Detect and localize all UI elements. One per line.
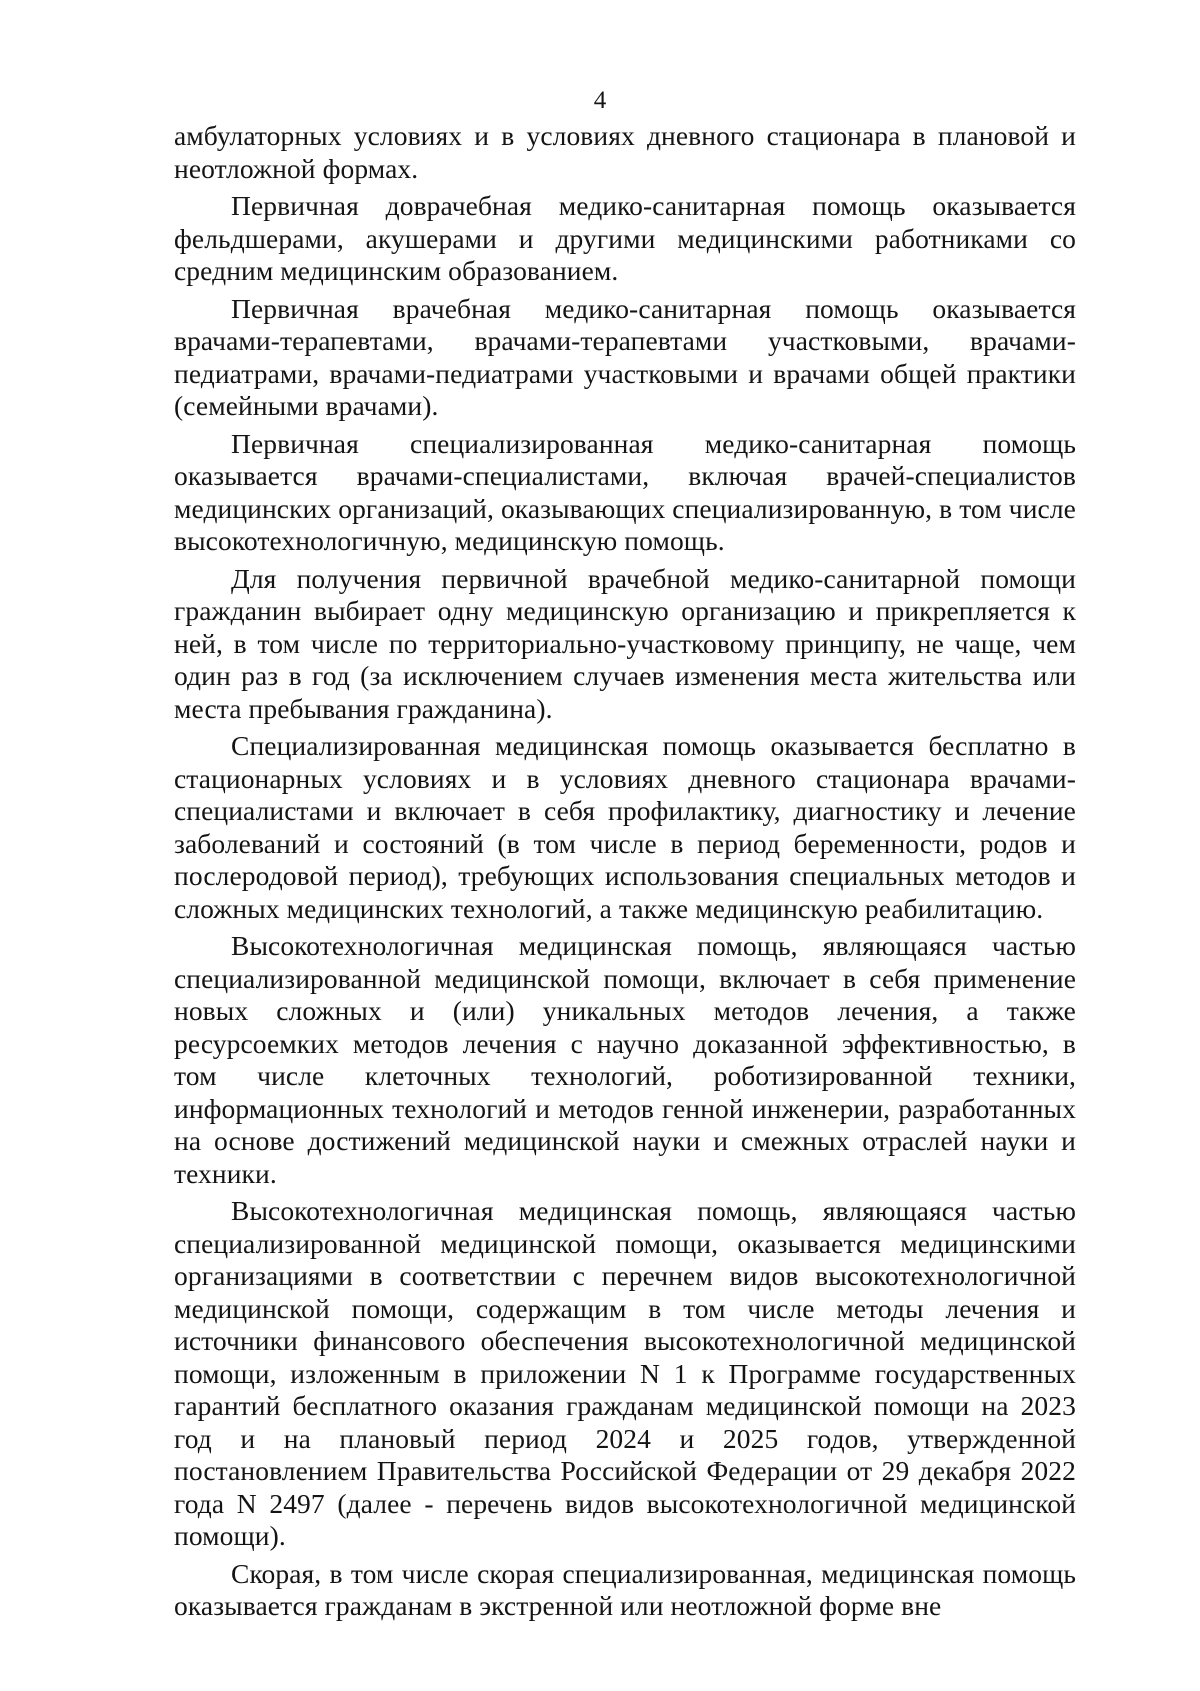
paragraph-7: Высокотехнологичная медицинская помощь, являющаяся частью специализированной медицинской помощи, включает в себя применение новых сложных и (или) уникальных методов лечения, а также ресурсоемких методов лечения с научно доказанной эффективностью, в том числе клеточных технологий, роботизированной техники, информационных технологий и методов генной инженерии, разработанных на основе достижений медицинской науки и смежных отраслей науки и техники.: [174, 930, 1076, 1189]
page-number: 4: [593, 87, 607, 114]
paragraph-5: Для получения первичной врачебной медико-санитарной помощи гражданин выбирает одну медицинскую организацию и прикрепляется к ней, в том числе по территориально-участковому принципу, не чаще, чем один раз в год (за исключением случаев изменения места жительства или места пребывания гражданина).: [174, 562, 1076, 724]
paragraph-9: Скорая, в том числе скорая специализированная, медицинская помощь оказывается гражданам в экстренной или неотложной форме вне: [174, 1557, 1076, 1621]
paragraph-4: Первичная специализированная медико-санитарная помощь оказывается врачами-специалистами, включая врачей-специалистов медицинских организаций, оказывающих специализированную, в том числе высокотехнологичную, медицинскую помощь.: [174, 427, 1076, 556]
paragraph-2: Первичная доврачебная медико-санитарная помощь оказывается фельдшерами, акушерами и другими медицинскими работниками со средним медицинским образованием.: [174, 190, 1076, 286]
paragraph-6: Специализированная медицинская помощь оказывается бесплатно в стационарных условиях и в условиях дневного стационара врачами-специалистами и включает в себя профилактику, диагностику и лечение заболеваний и состояний (в том числе в период беременности, родов и послеродовой период), требующих использования специальных методов и сложных медицинских технологий, а также медицинскую реабилитацию.: [174, 730, 1076, 924]
paragraph-3: Первичная врачебная медико-санитарная помощь оказывается врачами-терапевтами, врачами-терапевтами участковыми, врачами-педиатрами, врачами-педиатрами участковыми и врачами общей практики (семейными врачами).: [174, 292, 1076, 421]
paragraph-8: Высокотехнологичная медицинская помощь, являющаяся частью специализированной медицинской помощи, оказывается медицинскими организациями в соответствии с перечнем видов высокотехнологичной медицинской помощи, содержащим в том числе методы лечения и источники финансового обеспечения высокотехнологичной медицинской помощи, изложенным в приложении N 1 к Программе государственных гарантий бесплатного оказания гражданам медицинской помощи на 2023 год и на плановый период 2024 и 2025 годов, утвержденной постановлением Правительства Российской Федерации от 29 декабря 2022 года N 2497 (далее - перечень видов высокотехнологичной медицинской помощи).: [174, 1195, 1076, 1551]
paragraph-1: амбулаторных условиях и в условиях дневного стационара в плановой и неотложной формах.: [174, 120, 1076, 184]
document-body: [174, 120, 1076, 1623]
